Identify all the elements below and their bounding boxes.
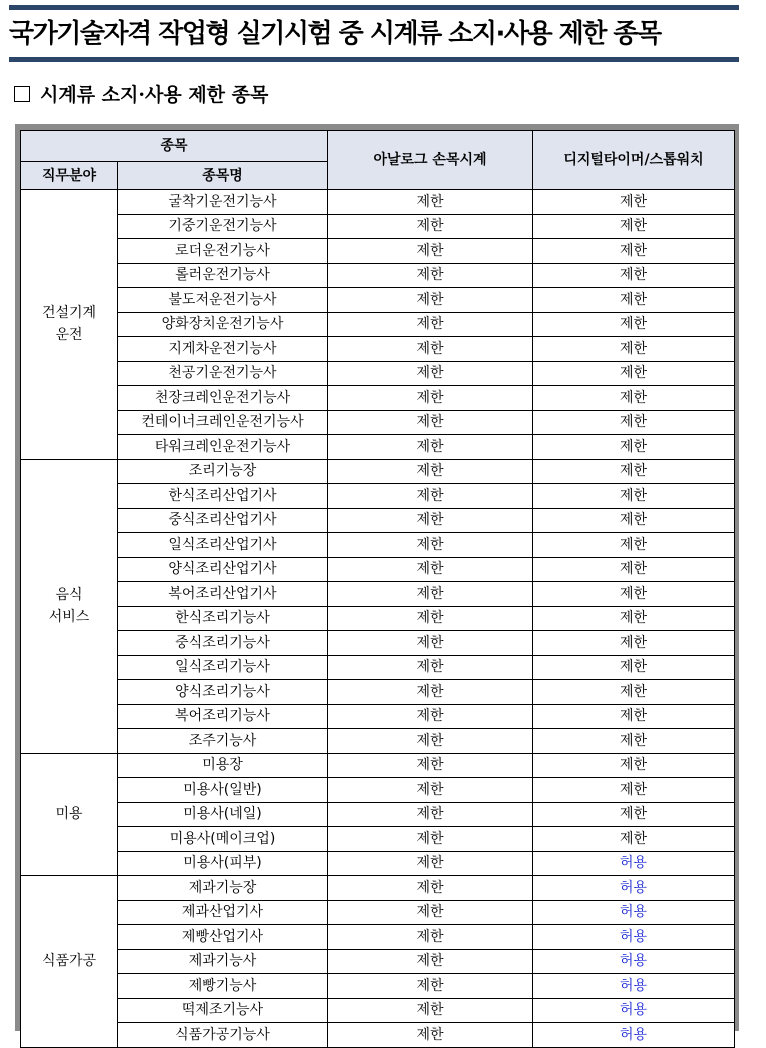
table-row (21, 704, 735, 729)
exam-name-cell: 제빵산업기사 (118, 925, 328, 950)
digital-status-cell: 허용 (533, 998, 735, 1023)
exam-name-cell: 불도저운전기능사 (118, 288, 328, 313)
digital-status-cell: 제한 (533, 753, 735, 778)
exam-name-cell: 복어조리기능사 (118, 704, 328, 729)
analog-status-cell: 제한 (328, 876, 533, 901)
header-field: 직무분야 (21, 162, 118, 190)
header-name: 종목명 (118, 162, 328, 190)
exam-name-cell: 조리기능장 (118, 459, 328, 484)
exam-name-cell: 기중기운전기능사 (118, 214, 328, 239)
exam-name-cell: 타워크레인운전기능사 (118, 435, 328, 460)
exam-name-cell: 제과산업기사 (118, 900, 328, 925)
exam-name-cell: 미용사(일반) (118, 778, 328, 803)
analog-status-cell: 제한 (328, 190, 533, 215)
table-row (21, 533, 735, 558)
table-row (21, 1023, 735, 1048)
analog-status-cell: 제한 (328, 827, 533, 852)
table-row (21, 337, 735, 362)
exam-name-cell: 조주기능사 (118, 729, 328, 754)
table-row (21, 484, 735, 509)
exam-name-cell: 미용사(메이크업) (118, 827, 328, 852)
digital-status-cell: 제한 (533, 778, 735, 803)
analog-status-cell: 제한 (328, 778, 533, 803)
exam-name-cell: 떡제조기능사 (118, 998, 328, 1023)
digital-status-cell: 제한 (533, 655, 735, 680)
table-row (21, 974, 735, 999)
table-row (21, 214, 735, 239)
field-label: 미용 (55, 806, 83, 823)
analog-status-cell: 제한 (328, 361, 533, 386)
analog-status-cell: 제한 (328, 655, 533, 680)
analog-status-cell: 제한 (328, 435, 533, 460)
digital-status-cell: 제한 (533, 680, 735, 705)
exam-name-cell: 한식조리산업기사 (118, 484, 328, 509)
field-cell (21, 753, 118, 876)
exam-name-cell: 양식조리기능사 (118, 680, 328, 705)
exam-name-cell: 미용사(피부) (118, 851, 328, 876)
exam-name-cell: 미용장 (118, 753, 328, 778)
digital-status-cell: 제한 (533, 435, 735, 460)
digital-status-cell: 제한 (533, 729, 735, 754)
table-row (21, 949, 735, 974)
field-label: 음식 (55, 587, 83, 603)
table-row (21, 802, 735, 827)
restriction-table (20, 130, 735, 1048)
analog-status-cell: 제한 (328, 900, 533, 925)
analog-status-cell: 제한 (328, 410, 533, 435)
title-bottom-rule (9, 57, 739, 62)
digital-status-cell: 제한 (533, 263, 735, 288)
analog-status-cell: 제한 (328, 239, 533, 264)
table-row (21, 631, 735, 656)
table-row (21, 410, 735, 435)
checkbox-square-icon (14, 86, 30, 102)
digital-status-cell: 허용 (533, 925, 735, 950)
digital-status-cell: 제한 (533, 361, 735, 386)
table-row (21, 753, 735, 778)
digital-status-cell: 허용 (533, 876, 735, 901)
table-row (21, 851, 735, 876)
digital-status-cell: 제한 (533, 827, 735, 852)
digital-status-cell: 허용 (533, 851, 735, 876)
exam-name-cell: 일식조리기능사 (118, 655, 328, 680)
exam-name-cell: 양화장치운전기능사 (118, 312, 328, 337)
analog-status-cell: 제한 (328, 459, 533, 484)
header-digital-timer: 디지털타이머/스톱워치 (533, 131, 735, 190)
digital-status-cell: 제한 (533, 508, 735, 533)
digital-status-cell: 제한 (533, 606, 735, 631)
digital-status-cell: 허용 (533, 1023, 735, 1048)
digital-status-cell: 제한 (533, 582, 735, 607)
exam-name-cell: 미용사(네일) (118, 802, 328, 827)
digital-status-cell: 제한 (533, 288, 735, 313)
table-row (21, 557, 735, 582)
analog-status-cell: 제한 (328, 508, 533, 533)
exam-name-cell: 천공기운전기능사 (118, 361, 328, 386)
analog-status-cell: 제한 (328, 949, 533, 974)
table-row (21, 606, 735, 631)
analog-status-cell: 제한 (328, 582, 533, 607)
digital-status-cell: 제한 (533, 386, 735, 411)
table-body (21, 131, 735, 1048)
table-row (21, 361, 735, 386)
analog-status-cell: 제한 (328, 337, 533, 362)
digital-status-cell: 제한 (533, 459, 735, 484)
analog-status-cell: 제한 (328, 386, 533, 411)
table-row (21, 312, 735, 337)
exam-name-cell: 굴착기운전기능사 (118, 190, 328, 215)
digital-status-cell: 제한 (533, 533, 735, 558)
exam-name-cell: 식품가공기능사 (118, 1023, 328, 1048)
field-cell (21, 459, 118, 753)
exam-name-cell: 지게차운전기능사 (118, 337, 328, 362)
header-row-1 (21, 131, 735, 162)
exam-name-cell: 롤러운전기능사 (118, 263, 328, 288)
digital-status-cell: 제한 (533, 484, 735, 509)
exam-name-cell: 제과기능장 (118, 876, 328, 901)
digital-status-cell: 제한 (533, 802, 735, 827)
analog-status-cell: 제한 (328, 263, 533, 288)
table-row (21, 288, 735, 313)
exam-name-cell: 로더운전기능사 (118, 239, 328, 264)
table-row (21, 386, 735, 411)
analog-status-cell: 제한 (328, 557, 533, 582)
field-label: 운전 (55, 327, 83, 344)
table-row (21, 876, 735, 901)
analog-status-cell: 제한 (328, 925, 533, 950)
exam-name-cell: 양식조리산업기사 (118, 557, 328, 582)
digital-status-cell: 제한 (533, 190, 735, 215)
field-cell (21, 190, 118, 460)
analog-status-cell: 제한 (328, 533, 533, 558)
digital-status-cell: 제한 (533, 557, 735, 582)
table-row (21, 435, 735, 460)
field-label: 건설기계 (41, 305, 97, 322)
table-row (21, 827, 735, 852)
table-row (21, 729, 735, 754)
analog-status-cell: 제한 (328, 729, 533, 754)
section-heading-text: 시계류 소지·사용 제한 종목 (40, 84, 269, 106)
digital-status-cell: 허용 (533, 900, 735, 925)
title-top-rule (9, 5, 739, 10)
analog-status-cell: 제한 (328, 606, 533, 631)
table-row (21, 508, 735, 533)
digital-status-cell: 제한 (533, 239, 735, 264)
field-label: 서비스 (48, 609, 90, 625)
analog-status-cell: 제한 (328, 288, 533, 313)
table-row (21, 459, 735, 484)
table-row (21, 190, 735, 215)
analog-status-cell: 제한 (328, 631, 533, 656)
digital-status-cell: 제한 (533, 631, 735, 656)
header-category: 종목 (21, 131, 328, 162)
digital-status-cell: 제한 (533, 410, 735, 435)
exam-name-cell: 복어조리산업기사 (118, 582, 328, 607)
analog-status-cell: 제한 (328, 680, 533, 705)
digital-status-cell: 제한 (533, 704, 735, 729)
table-row (21, 900, 735, 925)
analog-status-cell: 제한 (328, 214, 533, 239)
analog-status-cell: 제한 (328, 998, 533, 1023)
table-row (21, 778, 735, 803)
analog-status-cell: 제한 (328, 312, 533, 337)
digital-status-cell: 제한 (533, 312, 735, 337)
analog-status-cell: 제한 (328, 484, 533, 509)
table-row (21, 655, 735, 680)
section-heading (14, 80, 268, 110)
table-frame (15, 124, 739, 1043)
analog-status-cell: 제한 (328, 704, 533, 729)
table-row (21, 239, 735, 264)
analog-status-cell: 제한 (328, 974, 533, 999)
field-label: 식품가공 (41, 953, 97, 970)
digital-status-cell: 제한 (533, 337, 735, 362)
digital-status-cell: 허용 (533, 949, 735, 974)
table-row (21, 680, 735, 705)
exam-name-cell: 중식조리기능사 (118, 631, 328, 656)
page-title: 국가기술자격 작업형 실기시험 중 시계류 소지·사용 제한 종목 (9, 19, 661, 49)
table-row (21, 263, 735, 288)
exam-name-cell: 한식조리기능사 (118, 606, 328, 631)
exam-name-cell: 일식조리산업기사 (118, 533, 328, 558)
exam-name-cell: 중식조리산업기사 (118, 508, 328, 533)
header-analog-watch: 아날로그 손목시계 (328, 131, 533, 190)
digital-status-cell: 제한 (533, 214, 735, 239)
table-row (21, 998, 735, 1023)
exam-name-cell: 컨테이너크레인운전기능사 (118, 410, 328, 435)
table-row (21, 925, 735, 950)
analog-status-cell: 제한 (328, 1023, 533, 1048)
exam-name-cell: 천장크레인운전기능사 (118, 386, 328, 411)
digital-status-cell: 허용 (533, 974, 735, 999)
analog-status-cell: 제한 (328, 851, 533, 876)
analog-status-cell: 제한 (328, 753, 533, 778)
table-row (21, 582, 735, 607)
field-cell (21, 876, 118, 1048)
exam-name-cell: 제과기능사 (118, 949, 328, 974)
analog-status-cell: 제한 (328, 802, 533, 827)
exam-name-cell: 제빵기능사 (118, 974, 328, 999)
